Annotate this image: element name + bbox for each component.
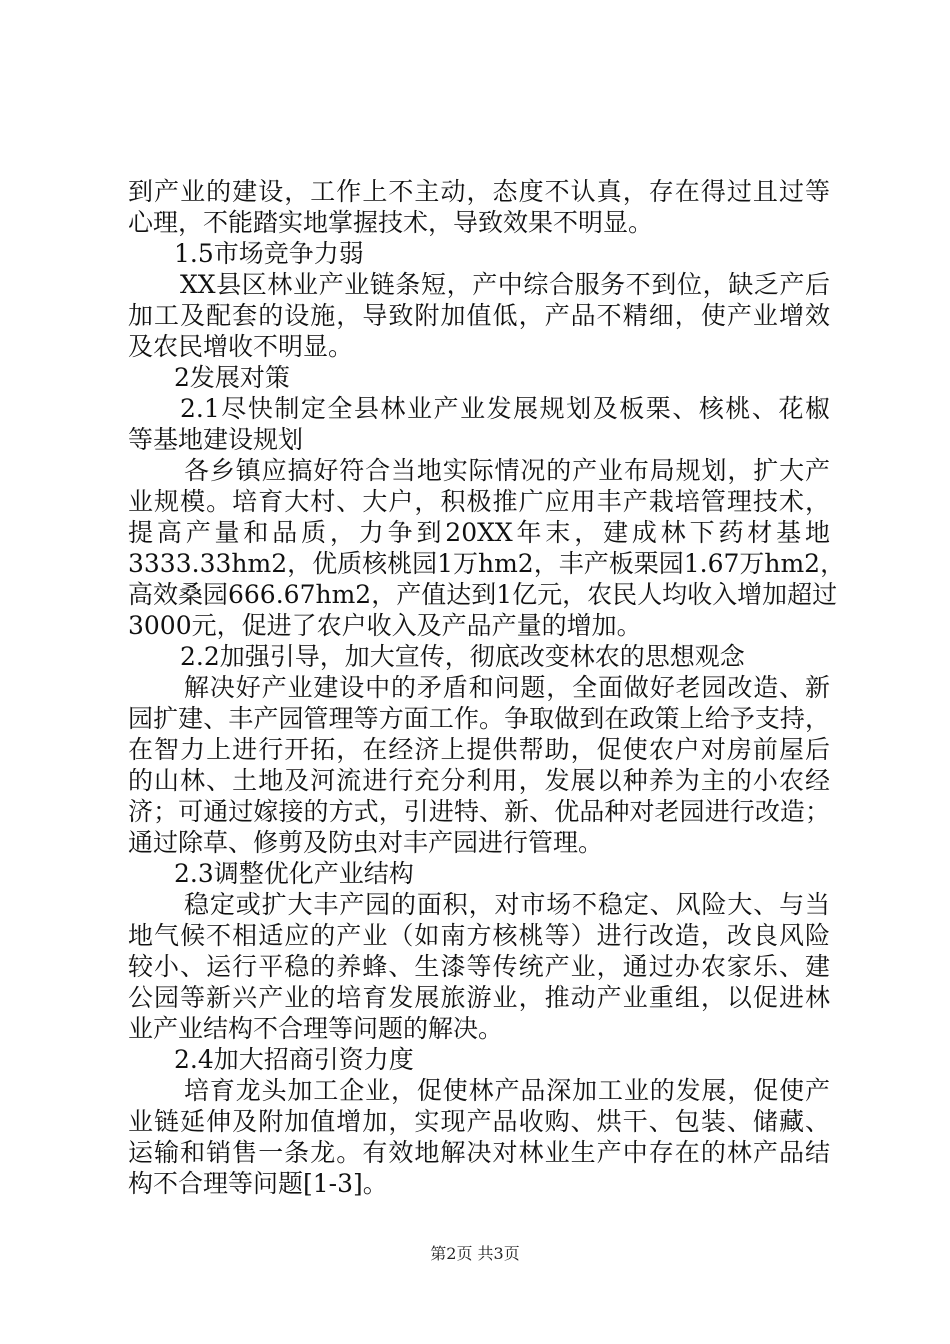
text-line: 解决好产业建设中的矛盾和问题，全面做好老园改造、新	[184, 673, 830, 702]
text-line: 3000元，促进了农户收入及产品产量的增加。	[128, 611, 642, 640]
text-line: 业链延伸及附加值增加，实现产品收购、烘干、包装、储藏、	[128, 1107, 830, 1136]
text-line: 在智力上进行开拓，在经济上提供帮助，促使农户对房前屋后	[128, 735, 830, 764]
text-line: 通过除草、修剪及防虫对丰产园进行管理。	[128, 828, 604, 857]
text-line: 的山林、土地及河流进行充分利用，发展以种养为主的小农经	[128, 766, 830, 795]
page-footer: 第2页 共3页	[430, 1244, 520, 1263]
text-line: 业规模。培育大村、大户，积极推广应用丰产栽培管理技术，	[128, 487, 830, 516]
text-line: 运输和销售一条龙。有效地解决对林业生产中存在的林产品结	[128, 1138, 830, 1167]
section-heading: 2.2加强引导，加大宣传，彻底改变林农的思想观念	[180, 642, 745, 671]
text-line: 各乡镇应搞好符合当地实际情况的产业布局规划，扩大产	[184, 456, 830, 485]
text-line: 提高产量和品质，力争到20XX年末，建成林下药材基地	[128, 518, 830, 547]
text-line: XX县区林业产业链条短，产中综合服务不到位，缺乏产后	[180, 270, 830, 299]
text-line: 业产业结构不合理等问题的解决。	[128, 1014, 504, 1043]
text-line: 到产业的建设，工作上不主动，态度不认真，存在得过且过等	[128, 177, 830, 206]
text-line: 构不合理等问题[1-3]。	[128, 1169, 388, 1198]
document-body	[128, 176, 846, 1199]
text-line: 培育龙头加工企业，促使林产品深加工业的发展，促使产	[184, 1076, 830, 1105]
text-line: 加工及配套的设施，导致附加值低，产品不精细，使产业增效	[128, 301, 830, 330]
section-heading: 2.3调整优化产业结构	[174, 859, 414, 888]
text-line: 较小、运行平稳的养蜂、生漆等传统产业，通过办农家乐、建	[128, 952, 830, 981]
section-heading: 2发展对策	[174, 363, 290, 392]
text-line: 园扩建、丰产园管理等方面工作。争取做到在政策上给予支持，	[128, 704, 830, 733]
text-line: 高效桑园666.67hm2，产值达到1亿元，农民人均收入增加超过	[128, 580, 838, 609]
text-line: 3333.33hm2，优质核桃园1万hm2，丰产板栗园1.67万hm2，	[128, 549, 846, 578]
text-line: 公园等新兴产业的培育发展旅游业，推动产业重组，以促进林	[128, 983, 830, 1012]
section-heading: 2.4加大招商引资力度	[174, 1045, 414, 1074]
text-line: 地气候不相适应的产业（如南方核桃等）进行改造，改良风险	[128, 921, 830, 950]
text-line: 稳定或扩大丰产园的面积，对市场不稳定、风险大、与当	[184, 890, 830, 919]
text-line: 心理，不能踏实地掌握技术，导致效果不明显。	[128, 208, 654, 237]
section-heading: 等基地建设规划	[128, 425, 304, 454]
section-heading: 1.5市场竞争力弱	[174, 239, 364, 268]
section-heading: 2.1尽快制定全县林业产业发展规划及板栗、核桃、花椒	[180, 394, 830, 423]
text-line: 济；可通过嫁接的方式，引进特、新、优品种对老园进行改造；	[128, 797, 830, 826]
text-line: 及农民增收不明显。	[128, 332, 354, 361]
